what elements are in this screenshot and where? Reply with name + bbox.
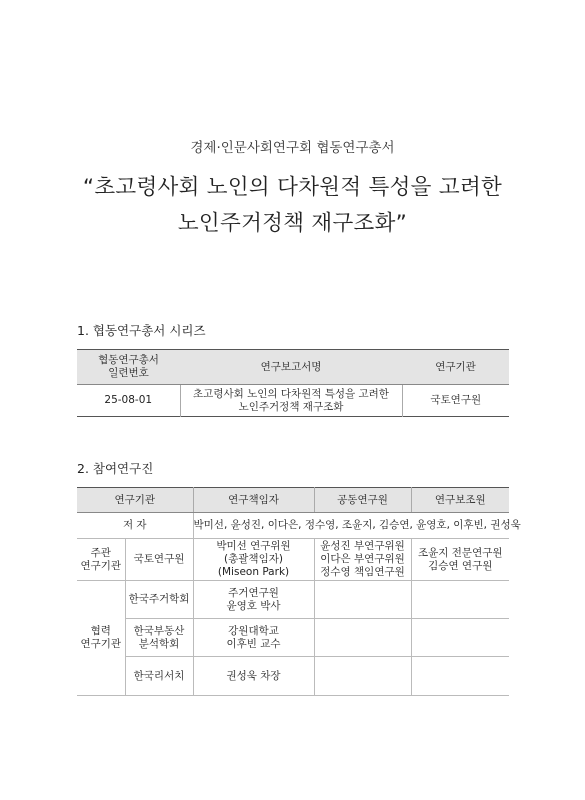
empty-cell: [314, 581, 411, 619]
collab-lead: 권성욱 차장: [193, 657, 314, 696]
main-lead: 박미선 연구위원 (총괄책임자) (Miseon Park): [193, 539, 314, 581]
main-institute-row: [77, 539, 509, 581]
authors-list: 박미선, 윤성진, 이다은, 정수영, 조윤지, 김승연, 윤영호, 이후빈, 권성욱: [193, 513, 509, 539]
collab-institute-name: 한국주거학회: [125, 581, 193, 619]
report-title-line-1: “초고령사회 노인의 다차원적 특성을 고려한: [82, 175, 503, 200]
authors-row: [77, 513, 509, 539]
header-report: 연구보고서명: [180, 350, 402, 385]
table-row: [77, 619, 509, 657]
institute-name: 국토연구원: [430, 394, 482, 406]
collab-institute-group: 협력 연구기관: [77, 581, 125, 696]
main-institute-group: 주관 연구기관: [77, 539, 125, 581]
header-lead: 연구책임자: [193, 488, 314, 513]
empty-cell: [411, 657, 509, 696]
collab-lead: 주거연구원 윤영호 박사: [193, 581, 314, 619]
header-institute: 연구기관: [77, 488, 193, 513]
table-row: [77, 385, 509, 417]
main-co-researchers: 윤성진 부연구위원 이다은 부연구위원 정수영 책임연구원: [314, 539, 411, 581]
series-table-header: [77, 350, 509, 385]
empty-cell: [314, 619, 411, 657]
main-assistants: 조윤지 전문연구원 김승연 연구원: [411, 539, 509, 581]
empty-cell: [314, 657, 411, 696]
header-serial: 협동연구총서 일련번호: [77, 350, 180, 385]
section-2-heading: 2. 참여연구진: [77, 461, 154, 476]
collab-lead: 강원대학교 이후빈 교수: [193, 619, 314, 657]
table-row: [77, 657, 509, 696]
empty-cell: [411, 581, 509, 619]
authors-label: 저 자: [77, 513, 193, 539]
series-table: [77, 349, 509, 417]
report-title-line-2: 노인주거정책 재구조화”: [177, 211, 408, 236]
serial-number: 25-08-01: [77, 385, 180, 417]
collab-institute-name: 한국리서치: [125, 657, 193, 696]
research-team-table: [77, 487, 521, 696]
report-name: 초고령사회 노인의 다차원적 특성을 고려한 노인주거정책 재구조화: [180, 385, 402, 417]
collab-institute-name: 한국부동산 분석학회: [125, 619, 193, 657]
header-institute: 연구기관: [402, 350, 509, 385]
section-1-heading: 1. 협동연구총서 시리즈: [77, 323, 206, 338]
empty-cell: [411, 619, 509, 657]
header-assistant: 연구보조원: [411, 488, 509, 513]
series-title: 경제·인문사회연구회 협동연구총서: [190, 140, 395, 156]
team-table-header: [77, 488, 509, 513]
header-co-researcher: 공동연구원: [314, 488, 411, 513]
table-row: [77, 581, 509, 619]
main-institute-name: 국토연구원: [125, 539, 193, 581]
